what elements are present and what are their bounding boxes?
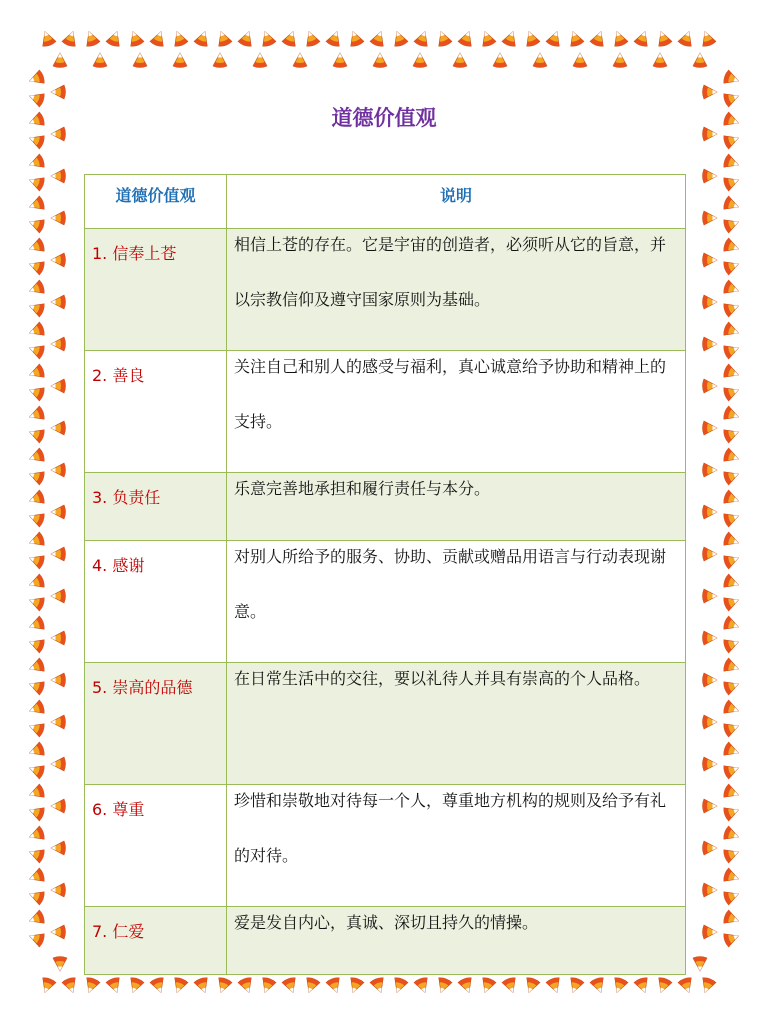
candy-corn-icon (27, 532, 45, 550)
candy-corn-icon (27, 406, 45, 424)
candy-corn-icon (133, 53, 147, 68)
value-name: 2. 善良 (85, 351, 227, 473)
candy-corn-icon (546, 976, 564, 994)
candy-corn-icon (238, 29, 256, 47)
candy-corn-icon (27, 196, 45, 214)
candy-corn-icon (51, 757, 66, 771)
candy-corn-icon (51, 841, 66, 855)
candy-corn-icon (703, 631, 718, 645)
moral-values-table (84, 174, 686, 975)
value-description-cell (227, 541, 686, 663)
candy-corn-icon (51, 715, 66, 729)
candy-corn-icon (27, 173, 45, 191)
candy-corn-icon (27, 425, 45, 443)
candy-corn-icon (722, 154, 740, 172)
candy-corn-icon (693, 957, 707, 972)
candy-corn-icon (27, 929, 45, 947)
candy-corn-icon (722, 803, 740, 821)
candy-corn-icon (27, 509, 45, 527)
candy-corn-icon (722, 887, 740, 905)
candy-corn-icon (703, 211, 718, 225)
candy-corn-icon (170, 976, 188, 994)
candy-corn-icon (722, 784, 740, 802)
candy-corn-icon (27, 551, 45, 569)
value-name: 6. 尊重 (85, 785, 227, 907)
candy-corn-icon (434, 976, 452, 994)
candy-corn-icon (370, 29, 388, 47)
candy-corn-icon (703, 169, 718, 183)
candy-corn-icon (27, 131, 45, 149)
candy-corn-icon (370, 976, 388, 994)
candy-corn-icon (722, 677, 740, 695)
candy-corn-icon (27, 826, 45, 844)
candy-corn-icon (106, 29, 124, 47)
candy-corn-icon (634, 29, 652, 47)
candy-corn-icon (27, 574, 45, 592)
candy-corn-icon (722, 761, 740, 779)
value-description-cell (227, 663, 686, 785)
candy-corn-icon (703, 463, 718, 477)
candy-corn-icon (703, 883, 718, 897)
candy-corn-icon (590, 29, 608, 47)
candy-corn-icon (214, 29, 232, 47)
candy-corn-icon (722, 383, 740, 401)
value-description-cell (227, 907, 686, 975)
candy-corn-icon (698, 976, 716, 994)
candy-corn-icon (722, 406, 740, 424)
candy-corn-icon (51, 85, 66, 99)
candy-corn-icon (703, 295, 718, 309)
candy-corn-icon (434, 29, 452, 47)
candy-corn-icon (51, 631, 66, 645)
candy-corn-icon (610, 976, 628, 994)
candy-corn-icon (703, 589, 718, 603)
candy-corn-icon (722, 910, 740, 928)
candy-corn-icon (51, 673, 66, 687)
candy-corn-icon (722, 868, 740, 886)
candy-corn-icon (27, 658, 45, 676)
candy-corn-icon (170, 29, 188, 47)
candy-corn-icon (150, 976, 168, 994)
candy-corn-icon (722, 490, 740, 508)
candy-corn-icon (27, 719, 45, 737)
candy-corn-icon (698, 29, 716, 47)
candy-corn-icon (722, 719, 740, 737)
candy-corn-icon (722, 364, 740, 382)
candy-corn-icon (51, 421, 66, 435)
candy-corn-icon (722, 257, 740, 275)
value-name: 1. 信奉上苍 (85, 229, 227, 351)
candy-corn-icon (722, 616, 740, 634)
candy-corn-icon (653, 53, 667, 68)
candy-corn-icon (703, 757, 718, 771)
candy-corn-icon (413, 53, 427, 68)
candy-corn-icon (51, 337, 66, 351)
candy-corn-icon (346, 976, 364, 994)
candy-corn-icon (27, 742, 45, 760)
candy-corn-icon (194, 976, 212, 994)
value-description-cell (227, 229, 686, 351)
candy-corn-icon (703, 799, 718, 813)
table-row (85, 541, 686, 663)
value-description: 珍惜和崇敬地对待每一个人，尊重地方机构的规则及给予有礼的对待。 (234, 791, 667, 865)
candy-corn-icon (302, 976, 320, 994)
candy-corn-icon (566, 976, 584, 994)
candy-corn-icon (53, 53, 67, 68)
candy-corn-icon (613, 53, 627, 68)
candy-corn-icon (346, 29, 364, 47)
candy-corn-icon (27, 761, 45, 779)
candy-corn-icon (27, 910, 45, 928)
candy-corn-icon (214, 976, 232, 994)
candy-corn-icon (390, 976, 408, 994)
candy-corn-icon (722, 929, 740, 947)
candy-corn-icon (51, 883, 66, 897)
header-description: 说明 (227, 175, 686, 229)
candy-corn-icon (282, 976, 300, 994)
candy-corn-icon (722, 467, 740, 485)
candy-corn-icon (27, 803, 45, 821)
candy-corn-icon (722, 196, 740, 214)
candy-corn-icon (703, 253, 718, 267)
value-name: 3. 负责任 (85, 473, 227, 541)
candy-corn-icon (722, 238, 740, 256)
candy-corn-icon (27, 616, 45, 634)
candy-corn-icon (253, 53, 267, 68)
candy-corn-icon (27, 490, 45, 508)
candy-corn-icon (173, 53, 187, 68)
candy-corn-icon (458, 29, 476, 47)
candy-corn-icon (414, 29, 432, 47)
candy-corn-icon (573, 53, 587, 68)
candy-corn-icon (722, 658, 740, 676)
candy-corn-icon (27, 845, 45, 863)
value-description-cell (227, 351, 686, 473)
candy-corn-icon (213, 53, 227, 68)
value-description: 对别人所给予的服务、协助、贡献或赠品用语言与行动表现谢意。 (234, 547, 667, 621)
candy-corn-icon (326, 29, 344, 47)
candy-corn-icon (51, 463, 66, 477)
candy-corn-icon (478, 976, 496, 994)
candy-corn-icon (27, 383, 45, 401)
candy-corn-icon (722, 280, 740, 298)
candy-corn-icon (522, 29, 540, 47)
candy-corn-icon (722, 173, 740, 191)
candy-corn-icon (634, 976, 652, 994)
candy-corn-icon (27, 467, 45, 485)
candy-corn-icon (194, 29, 212, 47)
candy-corn-icon (93, 53, 107, 68)
candy-corn-icon (27, 700, 45, 718)
candy-corn-icon (27, 784, 45, 802)
candy-corn-icon (654, 29, 672, 47)
candy-corn-icon (703, 673, 718, 687)
candy-corn-icon (27, 448, 45, 466)
candy-corn-icon (27, 341, 45, 359)
candy-corn-icon (703, 85, 718, 99)
candy-corn-icon (722, 215, 740, 233)
candy-corn-icon (302, 29, 320, 47)
candy-corn-icon (293, 53, 307, 68)
candy-corn-icon (522, 976, 540, 994)
candy-corn-icon (693, 53, 707, 68)
candy-corn-icon (533, 53, 547, 68)
candy-corn-icon (722, 845, 740, 863)
value-description-cell (227, 785, 686, 907)
candy-corn-icon (38, 29, 56, 47)
table-row (85, 907, 686, 975)
candy-corn-icon (150, 29, 168, 47)
candy-corn-icon (610, 29, 628, 47)
candy-corn-icon (27, 593, 45, 611)
candy-corn-icon (333, 53, 347, 68)
candy-corn-icon (62, 976, 80, 994)
candy-corn-icon (373, 53, 387, 68)
candy-corn-icon (27, 280, 45, 298)
candy-corn-icon (51, 295, 66, 309)
candy-corn-icon (546, 29, 564, 47)
candy-corn-icon (722, 509, 740, 527)
page-title: 道德价值观 (331, 106, 437, 130)
candy-corn-icon (51, 253, 66, 267)
candy-corn-icon (703, 505, 718, 519)
candy-corn-icon (27, 299, 45, 317)
candy-corn-icon (27, 635, 45, 653)
value-name: 4. 感谢 (85, 541, 227, 663)
candy-corn-icon (126, 976, 144, 994)
value-description: 关注自己和别人的感受与福利，真心诚意给予协助和精神上的支持。 (234, 357, 667, 431)
value-name: 5. 崇高的品德 (85, 663, 227, 785)
candy-corn-icon (51, 799, 66, 813)
candy-corn-icon (27, 677, 45, 695)
header-value: 道德价值观 (85, 175, 227, 229)
candy-corn-icon (722, 700, 740, 718)
candy-corn-icon (27, 868, 45, 886)
candy-corn-icon (27, 154, 45, 172)
candy-corn-icon (722, 532, 740, 550)
candy-corn-icon (722, 425, 740, 443)
candy-corn-icon (722, 341, 740, 359)
candy-corn-icon (51, 589, 66, 603)
value-description: 乐意完善地承担和履行责任与本分。 (234, 479, 491, 498)
candy-corn-icon (27, 70, 45, 88)
candy-corn-icon (51, 379, 66, 393)
table-row (85, 351, 686, 473)
table-row (85, 785, 686, 907)
candy-corn-icon (722, 131, 740, 149)
candy-corn-icon (51, 505, 66, 519)
candy-corn-icon (703, 715, 718, 729)
candy-corn-icon (51, 169, 66, 183)
candy-corn-icon (722, 70, 740, 88)
candy-corn-icon (478, 29, 496, 47)
candy-corn-icon (703, 379, 718, 393)
candy-corn-icon (38, 976, 56, 994)
candy-corn-icon (27, 322, 45, 340)
candy-corn-icon (126, 29, 144, 47)
candy-corn-icon (590, 976, 608, 994)
candy-corn-icon (703, 841, 718, 855)
candy-corn-icon (722, 742, 740, 760)
candy-corn-icon (414, 976, 432, 994)
candy-corn-icon (722, 551, 740, 569)
candy-corn-icon (566, 29, 584, 47)
candy-corn-icon (51, 547, 66, 561)
candy-corn-icon (722, 593, 740, 611)
candy-corn-icon (27, 238, 45, 256)
candy-corn-icon (258, 976, 276, 994)
candy-corn-icon (62, 29, 80, 47)
candy-corn-icon (453, 53, 467, 68)
candy-corn-icon (703, 925, 718, 939)
candy-corn-icon (703, 547, 718, 561)
candy-corn-icon (27, 257, 45, 275)
candy-corn-icon (51, 211, 66, 225)
candy-corn-icon (678, 976, 696, 994)
candy-corn-icon (458, 976, 476, 994)
candy-corn-icon (282, 29, 300, 47)
candy-corn-icon (722, 826, 740, 844)
candy-corn-icon (27, 887, 45, 905)
candy-corn-icon (703, 421, 718, 435)
candy-corn-icon (703, 337, 718, 351)
candy-corn-icon (722, 574, 740, 592)
candy-corn-icon (82, 29, 100, 47)
candy-corn-icon (326, 976, 344, 994)
value-name: 7. 仁爱 (85, 907, 227, 975)
candy-corn-icon (27, 364, 45, 382)
value-description: 爱是发自内心，真诚、深切且持久的情操。 (234, 913, 539, 932)
candy-corn-icon (493, 53, 507, 68)
candy-corn-icon (53, 957, 67, 972)
candy-corn-icon (82, 976, 100, 994)
candy-corn-icon (106, 976, 124, 994)
candy-corn-icon (722, 322, 740, 340)
table-row (85, 229, 686, 351)
candy-corn-icon (51, 925, 66, 939)
value-description: 在日常生活中的交往，要以礼待人并具有崇高的个人品格。 (234, 669, 651, 688)
candy-corn-icon (722, 299, 740, 317)
candy-corn-icon (502, 976, 520, 994)
candy-corn-icon (390, 29, 408, 47)
candy-corn-icon (258, 29, 276, 47)
candy-corn-icon (722, 448, 740, 466)
candy-corn-icon (238, 976, 256, 994)
candy-corn-icon (678, 29, 696, 47)
table-row (85, 663, 686, 785)
candy-corn-icon (502, 29, 520, 47)
candy-corn-icon (722, 635, 740, 653)
candy-corn-icon (27, 215, 45, 233)
value-description: 相信上苍的存在。它是宇宙的创造者，必须听从它的旨意，并以宗教信仰及遵守国家原则为基础。 (234, 235, 667, 309)
candy-corn-icon (654, 976, 672, 994)
